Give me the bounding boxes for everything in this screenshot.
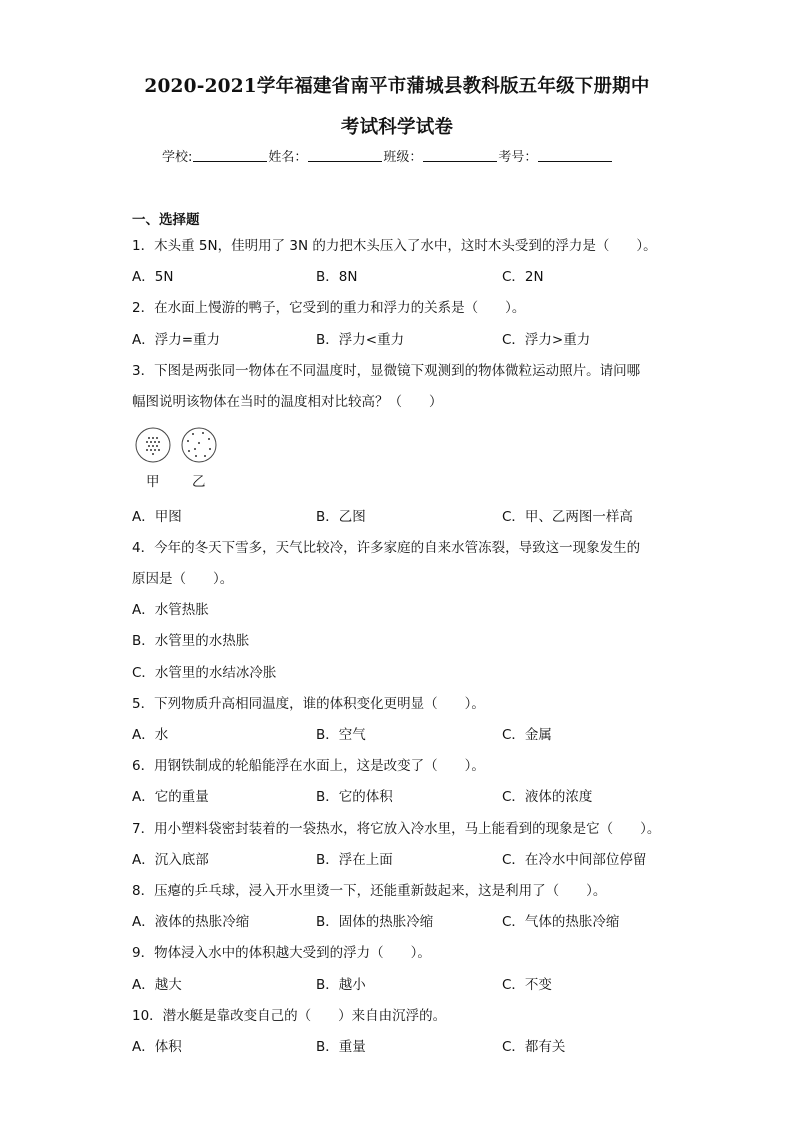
question-3-option-c[interactable]: C．甲、乙两图一样高 [502, 509, 633, 525]
question-2-stem: 2．在水面上慢游的鸭子，它受到的重力和浮力的关系是（ ）。 [132, 300, 526, 316]
question-3-option-a[interactable]: A．甲图 [132, 509, 182, 525]
exam-title-line-1: 2020-2021学年福建省南平市蒲城县教科版五年级下册期中 [144, 76, 650, 97]
figure-label-jia: 甲 [146, 474, 160, 490]
question-9-stem: 9．物体浸入水中的体积越大受到的浮力（ ）。 [132, 945, 431, 961]
question-6-stem: 6．用钢铁制成的轮船能浮在水面上，这是改变了（ ）。 [132, 758, 485, 774]
question-2-option-a[interactable]: A．浮力=重力 [132, 332, 221, 348]
name-blank[interactable] [308, 149, 382, 162]
question-4-option-b[interactable]: B．水管里的水热胀 [132, 633, 250, 649]
question-6-option-c[interactable]: C．液体的浓度 [502, 789, 593, 805]
question-1-stem: 1．木头重 5N，佳明用了 3N 的力把木头压入了水中，这时木头受到的浮力是（ ）。 [132, 238, 657, 254]
question-9-option-c[interactable]: C．不变 [502, 977, 552, 993]
question-7-option-c[interactable]: C．在冷水中间部位停留 [502, 852, 647, 868]
student-info-row [162, 146, 613, 165]
question-9-option-b[interactable]: B．越小 [316, 977, 366, 993]
question-1-option-c[interactable]: C．2N [502, 269, 544, 285]
question-9-option-a[interactable]: A．越大 [132, 977, 182, 993]
figure-yi-particles [182, 428, 216, 462]
question-4-stem-line-2: 原因是（ ）。 [132, 571, 234, 587]
question-10-option-b[interactable]: B．重量 [316, 1039, 366, 1055]
figure-label-yi: 乙 [192, 474, 206, 490]
school-label: 学校: [162, 150, 193, 165]
class-label: 班级： [383, 150, 423, 165]
question-5-option-b[interactable]: B．空气 [316, 727, 366, 743]
question-6-option-b[interactable]: B．它的体积 [316, 789, 393, 805]
question-4-option-a[interactable]: A．水管热胀 [132, 602, 209, 618]
question-1-option-a[interactable]: A．5N [132, 269, 174, 285]
question-2-option-c[interactable]: C．浮力>重力 [502, 332, 591, 348]
exam-title-line-2: 考试科学试卷 [340, 117, 454, 138]
school-blank[interactable] [193, 149, 267, 162]
question-5-stem: 5．下列物质升高相同温度，谁的体积变化更明显（ ）。 [132, 696, 485, 712]
section-title: 一、选择题 [132, 212, 200, 228]
question-10-stem: 10．潜水艇是靠改变自己的（ ）来自由沉浮的。 [132, 1008, 447, 1024]
particle-figure [133, 425, 223, 465]
question-4-option-c[interactable]: C．水管里的水结冰冷胀 [132, 665, 277, 681]
question-8-option-b[interactable]: B．固体的热胀冷缩 [316, 914, 434, 930]
question-7-stem: 7．用小塑料袋密封装着的一袋热水，将它放入冷水里，马上能看到的现象是它（ ）。 [132, 821, 661, 837]
question-5-option-c[interactable]: C．金属 [502, 727, 552, 743]
question-2-option-b[interactable]: B．浮力<重力 [316, 332, 405, 348]
question-3-stem-line-2: 幅图说明该物体在当时的温度相对比较高？（ ） [132, 394, 443, 410]
question-6-option-a[interactable]: A．它的重量 [132, 789, 209, 805]
question-1-option-b[interactable]: B．8N [316, 269, 358, 285]
question-8-stem: 8．压瘪的乒乓球，浸入开水里烫一下，还能重新鼓起来，这是利用了（ ）。 [132, 883, 607, 899]
number-label: 考号： [498, 150, 538, 165]
question-5-option-a[interactable]: A．水 [132, 727, 169, 743]
question-3-stem-line-1: 3．下图是两张同一物体在不同温度时，显微镜下观测到的物体微粒运动照片。请问哪 [132, 363, 641, 379]
question-7-option-a[interactable]: A．沉入底部 [132, 852, 209, 868]
question-10-option-c[interactable]: C．都有关 [502, 1039, 566, 1055]
question-10-option-a[interactable]: A．体积 [132, 1039, 182, 1055]
class-blank[interactable] [423, 149, 497, 162]
question-8-option-c[interactable]: C．气体的热胀冷缩 [502, 914, 620, 930]
name-label: 姓名： [268, 150, 308, 165]
question-4-stem-line-1: 4．今年的冬天下雪多，天气比较冷，许多家庭的自来水管冻裂，导致这一现象发生的 [132, 540, 641, 556]
figure-jia-particles [136, 428, 170, 462]
question-7-option-b[interactable]: B．浮在上面 [316, 852, 393, 868]
question-3-option-b[interactable]: B．乙图 [316, 509, 366, 525]
number-blank[interactable] [538, 149, 612, 162]
question-8-option-a[interactable]: A．液体的热胀冷缩 [132, 914, 250, 930]
